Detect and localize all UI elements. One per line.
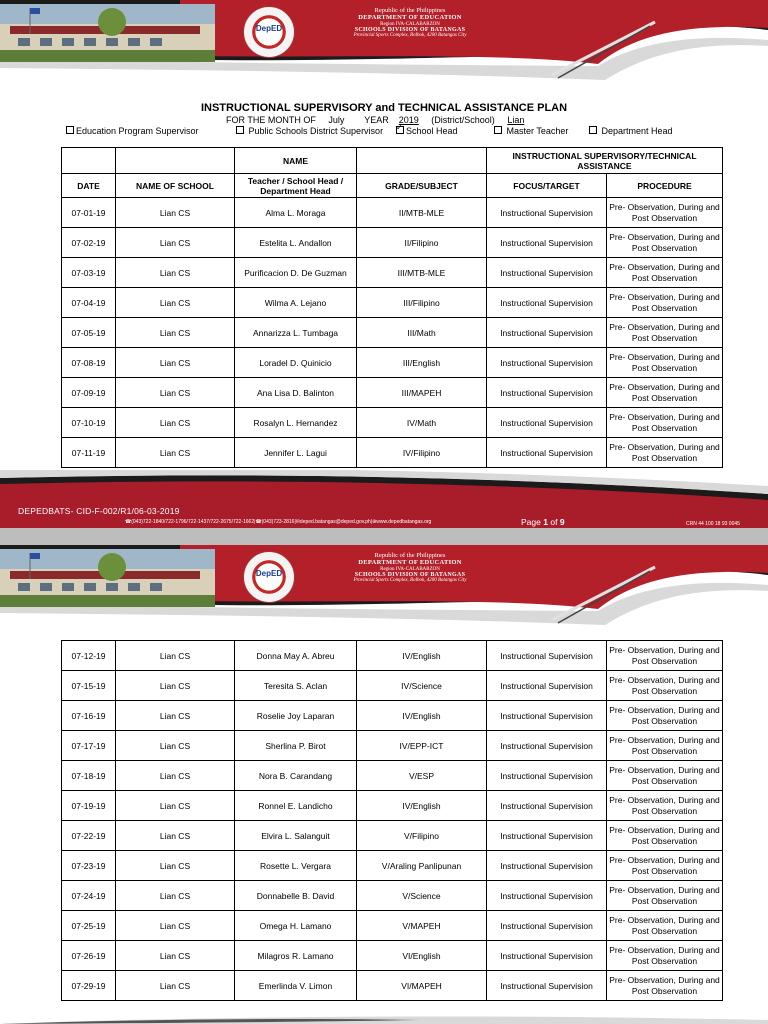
cell-school: Lian CS xyxy=(116,318,235,348)
role-label: Public Schools District Supervisor xyxy=(248,126,384,136)
table-row xyxy=(62,851,723,881)
table-row xyxy=(62,438,723,468)
cell-focus: Instructional Supervision xyxy=(487,641,607,671)
checked-checkbox-icon[interactable] xyxy=(396,126,404,134)
cell-grade: V/ESP xyxy=(357,761,487,791)
cell-procedure: Pre- Observation, During and Post Observation xyxy=(607,821,723,851)
cell-date: 07-03-19 xyxy=(62,258,116,288)
role-label: Department Head xyxy=(601,126,673,136)
cell-procedure: Pre- Observation, During and Post Observation xyxy=(607,941,723,971)
department-text: DEPARTMENT OF EDUCATION xyxy=(358,13,462,21)
cell-procedure: Pre- Observation, During and Post Observation xyxy=(607,701,723,731)
cell-school: Lian CS xyxy=(116,641,235,671)
cell-date: 07-19-19 xyxy=(62,791,116,821)
cell-school: Lian CS xyxy=(116,701,235,731)
cell-grade: III/MTB-MLE xyxy=(357,258,487,288)
cell-focus: Instructional Supervision xyxy=(487,791,607,821)
cell-procedure: Pre- Observation, During and Post Observation xyxy=(607,671,723,701)
cell-school: Lian CS xyxy=(116,288,235,318)
cell-focus: Instructional Supervision xyxy=(487,911,607,941)
table-row xyxy=(62,791,723,821)
cell-focus: Instructional Supervision xyxy=(487,258,607,288)
cell-procedure: Pre- Observation, During and Post Observation xyxy=(607,641,723,671)
page-of: of xyxy=(550,517,558,527)
header-text xyxy=(335,8,485,38)
cell-name: Estelita L. Andallon xyxy=(235,228,357,258)
cell-procedure: Pre- Observation, During and Post Observation xyxy=(607,911,723,941)
division-text: SCHOOLS DIVISION OF BATANGAS xyxy=(354,26,466,33)
cell-date: 07-24-19 xyxy=(62,881,116,911)
cell-grade: III/MAPEH xyxy=(357,378,487,408)
cell-date: 07-15-19 xyxy=(62,671,116,701)
cell-focus: Instructional Supervision xyxy=(487,318,607,348)
cell-name: Rosette L. Vergara xyxy=(235,851,357,881)
cell-name: Roselie Joy Laparan xyxy=(235,701,357,731)
deped-seal-logo xyxy=(243,6,295,58)
cell-name: Alma L. Moraga xyxy=(235,198,357,228)
school-building-image xyxy=(0,549,215,607)
cell-grade: IV/EPP-ICT xyxy=(357,731,487,761)
cell-date: 07-18-19 xyxy=(62,761,116,791)
table-row xyxy=(62,761,723,791)
table-row xyxy=(62,671,723,701)
header-text xyxy=(335,553,485,583)
cell-focus: Instructional Supervision xyxy=(487,821,607,851)
cell-grade: III/Math xyxy=(357,318,487,348)
cell-grade: IV/Filipino xyxy=(357,438,487,468)
column-header-school: NAME OF SCHOOL xyxy=(116,174,235,198)
cell-name: Emerlinda V. Limon xyxy=(235,971,357,1001)
year-label: YEAR xyxy=(364,115,389,125)
cell-focus: Instructional Supervision xyxy=(487,228,607,258)
cell-date: 07-29-19 xyxy=(62,971,116,1001)
document-title: INSTRUCTIONAL SUPERVISORY and TECHNICAL ASSISTANCE PLAN xyxy=(200,102,568,114)
header-plan-group: INSTRUCTIONAL SUPERVISORY/TECHNICAL ASSISTANCE xyxy=(487,148,723,174)
cell-school: Lian CS xyxy=(116,408,235,438)
cell-grade: III/Filipino xyxy=(357,288,487,318)
cell-school: Lian CS xyxy=(116,881,235,911)
table-row xyxy=(62,731,723,761)
republic-text: Republic of the Philippines xyxy=(374,7,446,14)
cell-name: Donna May A. Abreu xyxy=(235,641,357,671)
role-school-head[interactable] xyxy=(396,126,458,136)
table-row xyxy=(62,821,723,851)
table-row xyxy=(62,701,723,731)
cell-procedure: Pre- Observation, During and Post Observation xyxy=(607,851,723,881)
cell-name: Elvira L. Salanguit xyxy=(235,821,357,851)
republic-text: Republic of the Philippines xyxy=(374,552,446,559)
address-text: Provincial Sports Complex, Bolbok, 4200 Batangas City xyxy=(353,578,467,584)
cell-date: 07-11-19 xyxy=(62,438,116,468)
cell-date: 07-09-19 xyxy=(62,378,116,408)
table-row xyxy=(62,198,723,228)
cell-grade: V/MAPEH xyxy=(357,911,487,941)
cell-procedure: Pre- Observation, During and Post Observation xyxy=(607,791,723,821)
cell-school: Lian CS xyxy=(116,941,235,971)
cell-date: 07-17-19 xyxy=(62,731,116,761)
cell-grade: IV/English xyxy=(357,641,487,671)
cell-school: Lian CS xyxy=(116,198,235,228)
cell-school: Lian CS xyxy=(116,348,235,378)
cell-focus: Instructional Supervision xyxy=(487,438,607,468)
header-banner xyxy=(0,0,768,95)
cell-name: Sherlina P. Birot xyxy=(235,731,357,761)
cell-procedure: Pre- Observation, During and Post Observation xyxy=(607,348,723,378)
cell-date: 07-12-19 xyxy=(62,641,116,671)
header-blank-grade xyxy=(357,148,487,174)
division-text: SCHOOLS DIVISION OF BATANGAS xyxy=(354,571,466,578)
cell-name: Ana Lisa D. Balinton xyxy=(235,378,357,408)
district-label: (District/School) xyxy=(431,115,495,125)
cell-date: 07-08-19 xyxy=(62,348,116,378)
cell-name: Ronnel E. Landicho xyxy=(235,791,357,821)
column-header-focus: FOCUS/TARGET xyxy=(487,174,607,198)
cell-school: Lian CS xyxy=(116,821,235,851)
column-header-teacher: Teacher / School Head / Department Head xyxy=(235,174,357,198)
cell-grade: IV/Math xyxy=(357,408,487,438)
role-education-program-supervisor[interactable] xyxy=(66,126,199,136)
logo-text: DepED xyxy=(255,569,283,578)
role-label: Education Program Supervisor xyxy=(76,126,199,136)
cell-name: Teresita S. Aclan xyxy=(235,671,357,701)
table-row xyxy=(62,378,723,408)
table-row xyxy=(62,408,723,438)
cell-school: Lian CS xyxy=(116,761,235,791)
cell-name: Rosalyn L. Hernandez xyxy=(235,408,357,438)
cell-date: 07-22-19 xyxy=(62,821,116,851)
cell-procedure: Pre- Observation, During and Post Observation xyxy=(607,731,723,761)
role-checkboxes xyxy=(66,126,686,138)
table-row xyxy=(62,258,723,288)
cell-school: Lian CS xyxy=(116,851,235,881)
cell-focus: Instructional Supervision xyxy=(487,761,607,791)
region-text: Region IVA-CALABARZON xyxy=(380,566,440,572)
checkbox-icon[interactable] xyxy=(66,126,74,134)
cell-procedure: Pre- Observation, During and Post Observation xyxy=(607,378,723,408)
table-body xyxy=(62,198,723,468)
cell-focus: Instructional Supervision xyxy=(487,971,607,1001)
column-header-procedure: PROCEDURE xyxy=(607,174,723,198)
cell-focus: Instructional Supervision xyxy=(487,671,607,701)
cell-procedure: Pre- Observation, During and Post Observation xyxy=(607,761,723,791)
contact-info: ☎(043)722-1840/722-1796/722-1437/722-2675/722-1662|☎(043)723-2816|✉deped.batangas@deped.gov.ph|⊕www.depedbatangas.org xyxy=(125,519,432,525)
cell-date: 07-25-19 xyxy=(62,911,116,941)
cell-school: Lian CS xyxy=(116,378,235,408)
logo-text: DepED xyxy=(255,24,283,33)
table-row xyxy=(62,941,723,971)
cell-school: Lian CS xyxy=(116,791,235,821)
cell-date: 07-16-19 xyxy=(62,701,116,731)
form-code: DEPEDBATS- CID-F-002/R1/06-03-2019 xyxy=(18,506,180,516)
cell-name: Milagros R. Lamano xyxy=(235,941,357,971)
role-label: School Head xyxy=(406,126,458,136)
period-line xyxy=(226,115,524,125)
role-department-head[interactable] xyxy=(589,126,673,136)
cell-name: Jennifer L. Lagui xyxy=(235,438,357,468)
cell-grade: V/Araling Panlipunan xyxy=(357,851,487,881)
cell-procedure: Pre- Observation, During and Post Observation xyxy=(607,258,723,288)
cell-date: 07-26-19 xyxy=(62,941,116,971)
cell-focus: Instructional Supervision xyxy=(487,198,607,228)
cell-school: Lian CS xyxy=(116,911,235,941)
table-row xyxy=(62,288,723,318)
cell-date: 07-02-19 xyxy=(62,228,116,258)
cell-school: Lian CS xyxy=(116,671,235,701)
cell-grade: VI/MAPEH xyxy=(357,971,487,1001)
cell-name: Nora B. Carandang xyxy=(235,761,357,791)
cell-name: Omega H. Lamano xyxy=(235,911,357,941)
cell-focus: Instructional Supervision xyxy=(487,378,607,408)
cell-focus: Instructional Supervision xyxy=(487,731,607,761)
plan-table xyxy=(61,147,723,468)
cell-grade: II/Filipino xyxy=(357,228,487,258)
cell-grade: IV/English xyxy=(357,701,487,731)
table-row xyxy=(62,911,723,941)
cell-focus: Instructional Supervision xyxy=(487,348,607,378)
district-value: Lian xyxy=(507,115,525,125)
checkbox-icon[interactable] xyxy=(494,126,502,134)
cell-focus: Instructional Supervision xyxy=(487,701,607,731)
region-text: Region IVA-CALABARZON xyxy=(380,21,440,27)
role-master-teacher[interactable] xyxy=(494,126,568,136)
column-header-grade: GRADE/SUBJECT xyxy=(357,174,487,198)
role-district-supervisor[interactable] xyxy=(236,126,383,136)
cell-date: 07-04-19 xyxy=(62,288,116,318)
cell-focus: Instructional Supervision xyxy=(487,408,607,438)
role-label: Master Teacher xyxy=(506,126,569,136)
checkbox-icon[interactable] xyxy=(236,126,244,134)
header-blank-school xyxy=(116,148,235,174)
cell-focus: Instructional Supervision xyxy=(487,941,607,971)
cell-procedure: Pre- Observation, During and Post Observation xyxy=(607,288,723,318)
table-body xyxy=(62,641,723,1001)
header-name-group: NAME xyxy=(235,148,357,174)
cell-school: Lian CS xyxy=(116,971,235,1001)
cell-procedure: Pre- Observation, During and Post Observation xyxy=(607,408,723,438)
year-value: 2019 xyxy=(398,115,419,125)
page-footer xyxy=(0,470,768,528)
cell-grade: II/MTB-MLE xyxy=(357,198,487,228)
page-current: 1 xyxy=(543,517,548,527)
page-label: Page xyxy=(521,517,541,527)
cell-procedure: Pre- Observation, During and Post Observation xyxy=(607,438,723,468)
cell-procedure: Pre- Observation, During and Post Observation xyxy=(607,318,723,348)
school-building-image xyxy=(0,4,215,62)
crn-number: CRN 44 100 18 93 0045 xyxy=(686,521,740,527)
cell-date: 07-01-19 xyxy=(62,198,116,228)
cell-procedure: Pre- Observation, During and Post Observation xyxy=(607,198,723,228)
table-row xyxy=(62,971,723,1001)
page-number xyxy=(521,517,565,527)
cell-date: 07-23-19 xyxy=(62,851,116,881)
table-row xyxy=(62,318,723,348)
department-text: DEPARTMENT OF EDUCATION xyxy=(358,558,462,566)
table-row xyxy=(62,641,723,671)
cell-name: Purificacion D. De Guzman xyxy=(235,258,357,288)
header-banner xyxy=(0,545,768,640)
cell-school: Lian CS xyxy=(116,438,235,468)
cell-grade: III/English xyxy=(357,348,487,378)
cell-name: Donnabelle B. David xyxy=(235,881,357,911)
cell-date: 07-05-19 xyxy=(62,318,116,348)
address-text: Provincial Sports Complex, Bolbok, 4200 Batangas City xyxy=(353,33,467,39)
month-label: FOR THE MONTH OF xyxy=(226,115,316,125)
cell-focus: Instructional Supervision xyxy=(487,288,607,318)
cell-grade: V/Science xyxy=(357,881,487,911)
table-row xyxy=(62,228,723,258)
cell-focus: Instructional Supervision xyxy=(487,881,607,911)
checkbox-icon[interactable] xyxy=(589,126,597,134)
cell-procedure: Pre- Observation, During and Post Observation xyxy=(607,971,723,1001)
bottom-swoosh xyxy=(0,1010,768,1024)
page-total: 9 xyxy=(559,517,565,527)
column-header-date: DATE xyxy=(62,174,116,198)
table-row xyxy=(62,881,723,911)
month-value: July xyxy=(328,115,345,125)
header-blank-date xyxy=(62,148,116,174)
cell-grade: IV/Science xyxy=(357,671,487,701)
cell-grade: IV/English xyxy=(357,791,487,821)
deped-seal-logo xyxy=(243,551,295,603)
cell-grade: V/Filipino xyxy=(357,821,487,851)
cell-name: Loradel D. Quinicio xyxy=(235,348,357,378)
cell-procedure: Pre- Observation, During and Post Observation xyxy=(607,228,723,258)
cell-school: Lian CS xyxy=(116,258,235,288)
cell-school: Lian CS xyxy=(116,228,235,258)
cell-date: 07-10-19 xyxy=(62,408,116,438)
cell-name: Annarizza L. Tumbaga xyxy=(235,318,357,348)
plan-table-continued xyxy=(61,640,723,1001)
table-row xyxy=(62,348,723,378)
cell-procedure: Pre- Observation, During and Post Observation xyxy=(607,881,723,911)
cell-school: Lian CS xyxy=(116,731,235,761)
cell-focus: Instructional Supervision xyxy=(487,851,607,881)
page-separator xyxy=(0,528,768,545)
cell-grade: VI/English xyxy=(357,941,487,971)
cell-name: Wilma A. Lejano xyxy=(235,288,357,318)
